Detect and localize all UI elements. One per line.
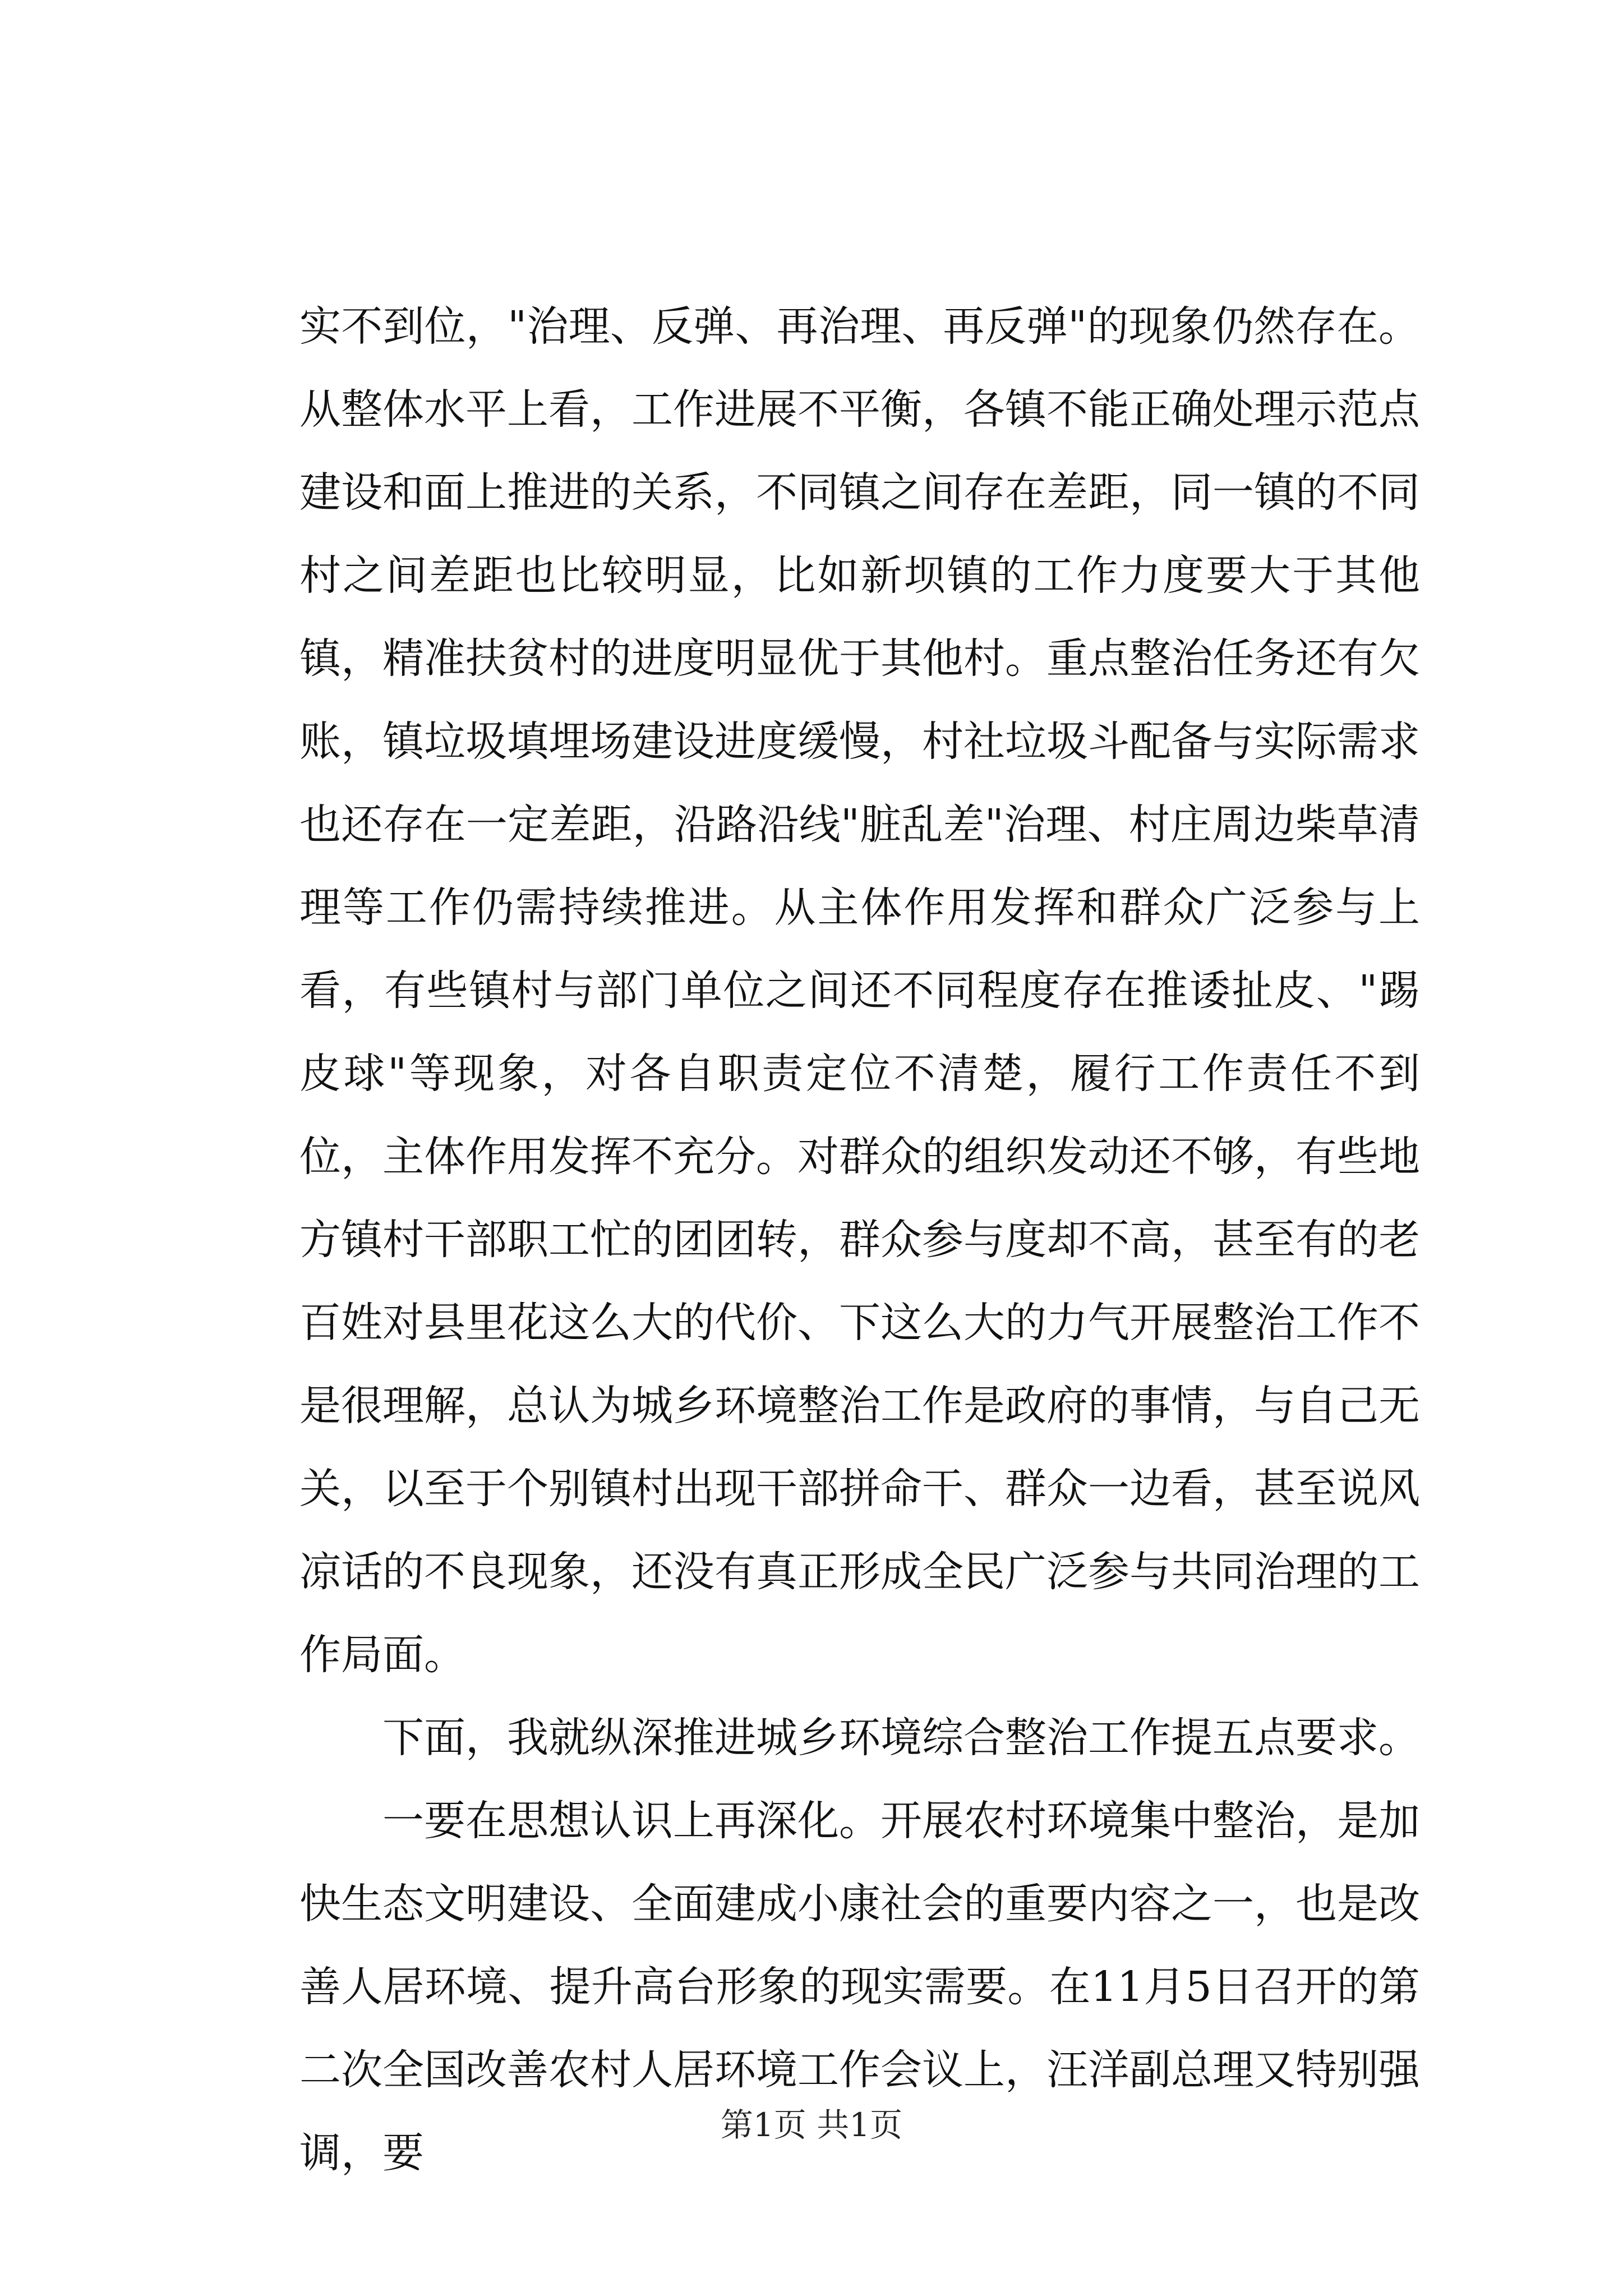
- paragraph-2: 下面，我就纵深推进城乡环境综合整治工作提五点要求。: [382, 1714, 1420, 1762]
- paragraph-3: 一要在思想认识上再深化。开展农村环境集中整治，是加快生态文明建设、全面建成小康社会的重要内容之一，也是改善人居环境、提升高台形象的现实需要。在11月5日召开的第二次全国改善农村人居环境工作会议上，汪洋副总理又特别强调，要: [299, 1797, 1420, 2177]
- page-footer: 第1页 共1页: [720, 2106, 903, 2144]
- paragraph-1: 实不到位，"治理、反弹、再治理、再反弹"的现象仍然存在。从整体水平上看，工作进展不平衡，各镇不能正确处理示范点建设和面上推进的关系，不同镇之间存在差距，同一镇的不同村之间差距也比较明显，比如新坝镇的工作力度要大于其他镇，精准扶贫村的进度明显优于其他村。重点整治任务还有欠账，镇垃圾填埋场建设进度缓慢，村社垃圾斗配备与实际需求也还存在一定差距，沿路沿线"脏乱差"治理、村庄周边柴草清理等工作仍需持续推进。从主体作用发挥和群众广泛参与上看，有些镇村与部门单位之间还不同程度存在推诿扯皮、"踢皮球"等现象，对各自职责定位不清楚，履行工作责任不到位，主体作用发挥不充分。对群众的组织发动还不够，有些地方镇村干部职工忙的团团转，群众参与度却不高，甚至有的老百姓对县里花这么大的代价、下这么大的力气开展整治工作不是很理解，总认为城乡环境整治工作是政府的事情，与自己无关，以至于个别镇村出现干部拼命干、群众一边看，甚至说风凉话的不良现象，还没有真正形成全民广泛参与共同治理的工作局面。: [299, 302, 1420, 1679]
- document-body: [299, 285, 1420, 2194]
